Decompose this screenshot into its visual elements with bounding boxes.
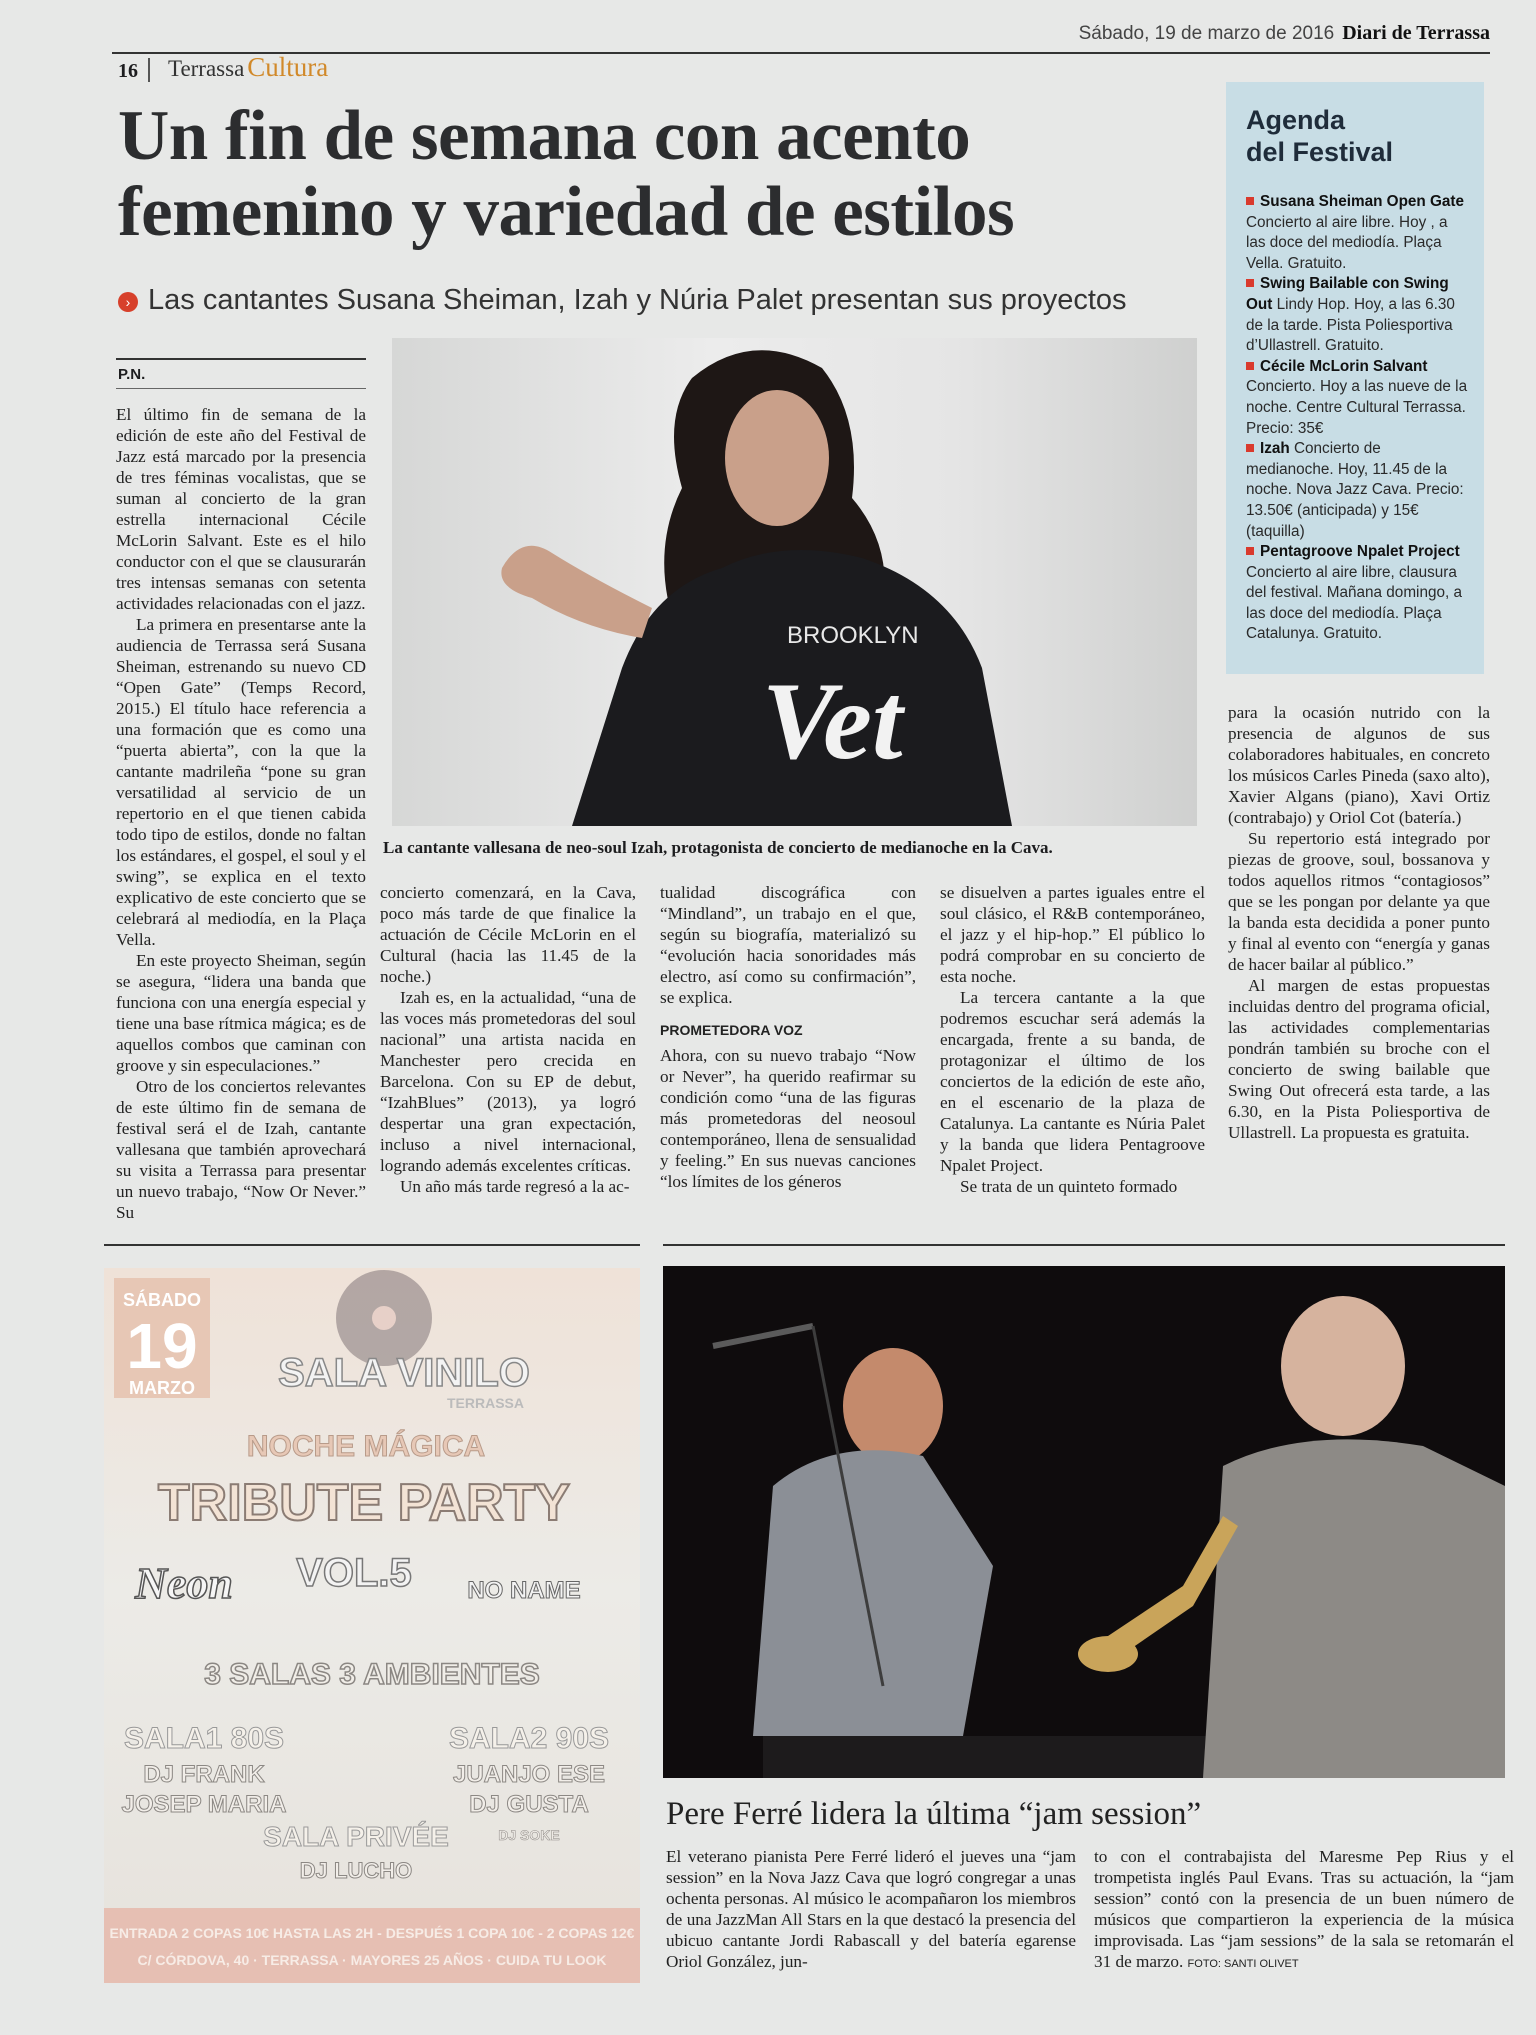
article-subheadline (118, 284, 1127, 317)
ad-month: MARZO (129, 1378, 195, 1398)
lower-section-rule-left (104, 1244, 640, 1246)
article-column-1 (116, 404, 366, 1223)
ad-day-number: 19 (126, 1310, 198, 1382)
izah-photo-illustration (392, 338, 1197, 826)
paragraph: Un año más tarde regresó a la ac- (400, 1177, 630, 1196)
paragraph: concierto comenzará, en la Cava, poco más tarde de que finalice la actuación de Cécile McLorin en el Cultural (hacia las 11.45 de la noche.) (380, 883, 636, 986)
page-number: 16 (118, 60, 138, 82)
jam-headline: Pere Ferré lidera la última “jam session” (666, 1796, 1202, 1832)
ad-volume: VOL.5 (296, 1551, 412, 1595)
jam-session-photo-illustration (663, 1266, 1505, 1778)
agenda-item (1246, 274, 1468, 356)
ad-sala2-dj: JUANJO ESE (452, 1761, 606, 1788)
ad-artwork (104, 1268, 640, 1983)
izah-photo (392, 338, 1197, 826)
jam-session-photo (663, 1266, 1505, 1778)
paragraph: El último fin de semana de la edición de este año del Festival de Jazz está marcado por la presencia de tres féminas vocalistas, que se suman al concierto de la gran estrella internacional Cécile McLorin Salvant. Este es el hilo conductor con el que se clausurarán tres intensas semanas con setenta actividades relacionadas con el jazz. (116, 405, 366, 613)
section-label (168, 52, 328, 83)
agenda-item-name: Swing Bailable con Swing Out (1246, 275, 1449, 313)
ad-sala1-dj: JOSEP MARIA (121, 1791, 287, 1818)
paragraph: Se trata de un quinteto formado (960, 1177, 1178, 1196)
agenda-item-name: Cécile McLorin Salvant (1260, 357, 1428, 375)
bullet-square-icon (1246, 444, 1254, 452)
section-city: Terrassa (168, 56, 245, 81)
bullet-square-icon (1246, 197, 1254, 205)
ad-sala1-dj: DJ FRANK (143, 1761, 265, 1788)
ad-sala2-dj: DJ GUSTA (469, 1791, 589, 1818)
paragraph: La tercera cantante a la que podremos escuchar será además la encargada, frente a su banda, de protagonizar el último de los conciertos de la edición de este año, en el escenario de la plaza de Catalunya. La cantante es Núria Palet y la banda que lidera Pentagroove Npalet Project. (940, 988, 1205, 1175)
byline-rule-bottom (116, 388, 366, 389)
headline-line-1: Un fin de semana con acento (118, 97, 971, 175)
paragraph: Otro de los conciertos relevantes de este último fin de semana de festival será el de Izah, cantante vallesana que también aprovechará su visita a Terrassa para presentar un nuevo trabajo, “Now Or Never.” Su (116, 1077, 366, 1222)
paragraph: Su repertorio está integrado por piezas de groove, soul, bossanova y todos aquellos ritmos “contagiosos” que se les pongan por delante ya que la banda esta decidida a poner punto y final al evento con “energía y ganas de hacer bailar al público.” (1228, 829, 1490, 974)
paragraph: Ahora, con su nuevo trabajo “Now or Never”, ha querido reafirmar su condición como “una de las figuras más prometedoras del neosoul contemporáneo, llena de sensualidad y feeling.” En sus nuevas canciones “los límites de los géneros (660, 1046, 916, 1191)
ad-prices: ENTRADA 2 COPAS 10€ HASTA LAS 2H - DESPUÉS 1 COPA 10€ - 2 COPAS 12€ (109, 1925, 635, 1941)
paragraph: tualidad discográfica con “Mindland”, un trabajo en el que, según su biografía, materializó su “evolución hacia sonoridades más electro, así como su confirmación”, se explica. (660, 883, 916, 1007)
subheadline-text: Las cantantes Susana Sheiman, Izah y Núria Palet presentan sus proyectos (148, 284, 1127, 316)
ad-tagline: NOCHE MÁGICA (246, 1430, 486, 1463)
ad-brand-noname: NO NAME (467, 1577, 581, 1604)
ad-sala2-extra: DJ SOKE (498, 1827, 560, 1843)
ad-privee: SALA PRIVÉE (263, 1821, 449, 1852)
paragraph: En este proyecto Sheiman, según se asegura, “lidera una banda que funciona con una energía especial y tiene una base rítmica mágica; es de aquellos combos que caminan con groove y sin especulaciones.” (116, 951, 366, 1075)
agenda-list (1246, 192, 1468, 645)
section-divider (148, 58, 150, 82)
bullet-square-icon (1246, 362, 1254, 370)
agenda-item-text: Concierto de medianoche. Hoy, 11.45 de la noche. Nova Jazz Cava. Precio: 13.50€ (anticipada) y 15€ (taquilla) (1246, 440, 1464, 540)
article-column-3 (660, 882, 916, 1192)
agenda-item (1246, 542, 1468, 645)
photo-caption: La cantante vallesana de neo-soul Izah, protagonista de concierto de medianoche en la Cava. (383, 838, 1053, 857)
agenda-item-text: Concierto al aire libre. Hoy , a las doce del mediodía. Plaça Vella. Gratuito. (1246, 213, 1448, 272)
jam-column-2-text: to con el contrabajista del Maresme Pep Rius y el trompetista inglés Paul Evans. Tras su actuación, la “jam session” contó con la presencia de un buen número de músicos que compartieron la experiencia de la música improvisada. Las “jam sessions” de la sala se retomarán el 31 de marzo. (1094, 1847, 1514, 1971)
ad-sala1: SALA1 80S (123, 1722, 285, 1755)
article-column-5 (1228, 702, 1490, 1143)
ad-sala2: SALA2 90S (448, 1722, 610, 1755)
agenda-item (1246, 192, 1468, 274)
agenda-item-name: Pentagroove Npalet Project (1260, 543, 1460, 561)
paragraph: La primera en presentarse ante la audiencia de Terrassa será Susana Sheiman, estrenando su nuevo CD “Open Gate” (Temps Record, 2015.) El título hace referencia a una formación que es como una “puerta abierta”, con la que la cantante madrileña “pone su gran versatilidad al servicio de un repertorio en el que tienen cabida todo tipo de estilos, donde no faltan los estándares, el gospel, el soul y el swing”, se explica en el texto explicativo de este concierto que se celebrará al mediodía, en la Plaça Vella. (116, 615, 366, 949)
section-name: Cultura (247, 52, 329, 82)
bullet-square-icon (1246, 279, 1254, 287)
agenda-item-name: Susana Sheiman Open Gate (1260, 193, 1465, 210)
agenda-item-name: Izah (1260, 440, 1290, 458)
page-date-line (1079, 22, 1490, 45)
paragraph: Al margen de estas propuestas incluidas dentro del programa oficial, las actividades complementarias pondrán también su broche con el concierto de swing bailable que Swing Out ofrecerá esta tarde, a las 6.30, en la Pista Poliesportiva de Ullastrell. La propuesta es gratuita. (1228, 976, 1490, 1142)
paragraph: se disuelven a partes iguales entre el soul clásico, el R&B contemporáneo, el jazz y el hip-hop.” El público lo podrá comprobar en su concierto de esta noche. (940, 883, 1205, 986)
chevron-right-icon: › (118, 292, 138, 312)
ad-privee-dj: DJ LUCHO (299, 1858, 413, 1883)
ad-title: TRIBUTE PARTY (157, 1474, 571, 1532)
ad-venue-city: TERRASSA (446, 1395, 524, 1411)
shirt-text-vet: Vet (762, 660, 903, 782)
sala-vinilo-advertisement (104, 1268, 640, 1983)
paragraph: para la ocasión nutrido con la presencia de algunos de sus colaboradores habituales, en concreto los músicos Carles Pineda (saxo alto), Xavier Algans (piano), Xavi Ortiz (contrabajo) y Oriol Cot (batería.) (1228, 703, 1490, 827)
shirt-text-brooklyn: BROOKLYN (787, 622, 919, 649)
agenda-title-line-2: del Festival (1246, 137, 1394, 167)
ad-rooms: 3 SALAS 3 AMBIENTES (204, 1658, 540, 1691)
agenda-item-text: Concierto al aire libre, clausura del festival. Mañana domingo, a las doce del mediodía. Plaça Catalunya. Gratuito. (1246, 563, 1462, 643)
byline-rule (116, 358, 366, 360)
agenda-title-line-1: Agenda (1246, 105, 1346, 135)
article-column-4 (940, 882, 1205, 1197)
agenda-item-text: Lindy Hop. Hoy, a las 6.30 de la tarde. Pista Poliesportiva d’Ullastrell. Gratuito. (1246, 295, 1455, 355)
paragraph: Izah es, en la actualidad, “una de las voces más prometedoras del soul nacional” una artista nacida en Manchester pero crecida en Barcelona. Con su EP de debut, “IzahBlues” (2013), ya logró despertar una gran expectación, incluso a nivel internacional, logrando además excelentes críticas. (380, 988, 636, 1175)
photo-credit: FOTO: SANTI OLIVET (1187, 1958, 1299, 1970)
ad-brand-neon: Neon (135, 1559, 233, 1608)
crosshead: PROMETEDORA VOZ (660, 1022, 803, 1038)
ad-address: C/ CÓRDOVA, 40 · TERRASSA · MAYORES 25 AÑOS · CUIDA TU LOOK (137, 1952, 607, 1968)
article-headline (118, 98, 1198, 250)
agenda-item-text: Concierto. Hoy a las nueve de la noche. Centre Cultural Terrassa. Precio: 35€ (1246, 378, 1468, 437)
lower-section-rule-right (663, 1244, 1505, 1246)
jam-column-2 (1094, 1846, 1514, 1975)
ad-venue: SALA VINILO (278, 1351, 530, 1395)
agenda-title (1246, 104, 1393, 168)
newspaper-name: Diari de Terrassa (1342, 22, 1490, 44)
bullet-square-icon (1246, 547, 1254, 555)
agenda-item (1246, 357, 1468, 439)
issue-date: Sábado, 19 de marzo de 2016 (1078, 23, 1335, 44)
headline-line-2: femenino y variedad de estilos (118, 173, 1015, 251)
byline: P.N. (118, 366, 146, 383)
ad-day: SÁBADO (122, 1290, 202, 1310)
agenda-item (1246, 439, 1468, 542)
article-column-2 (380, 882, 636, 1197)
jam-column-1: El veterano pianista Pere Ferré lideró el jueves una “jam session” en la Nova Jazz Cava que logró congregar a unas ochenta personas. Al músico le acompañaron los miembros de una JazzMan All Stars en la que destacó la presencia del ubicuo cantante Jordi Rabascall y del batería egarense Oriol González, jun- (666, 1847, 1076, 1971)
